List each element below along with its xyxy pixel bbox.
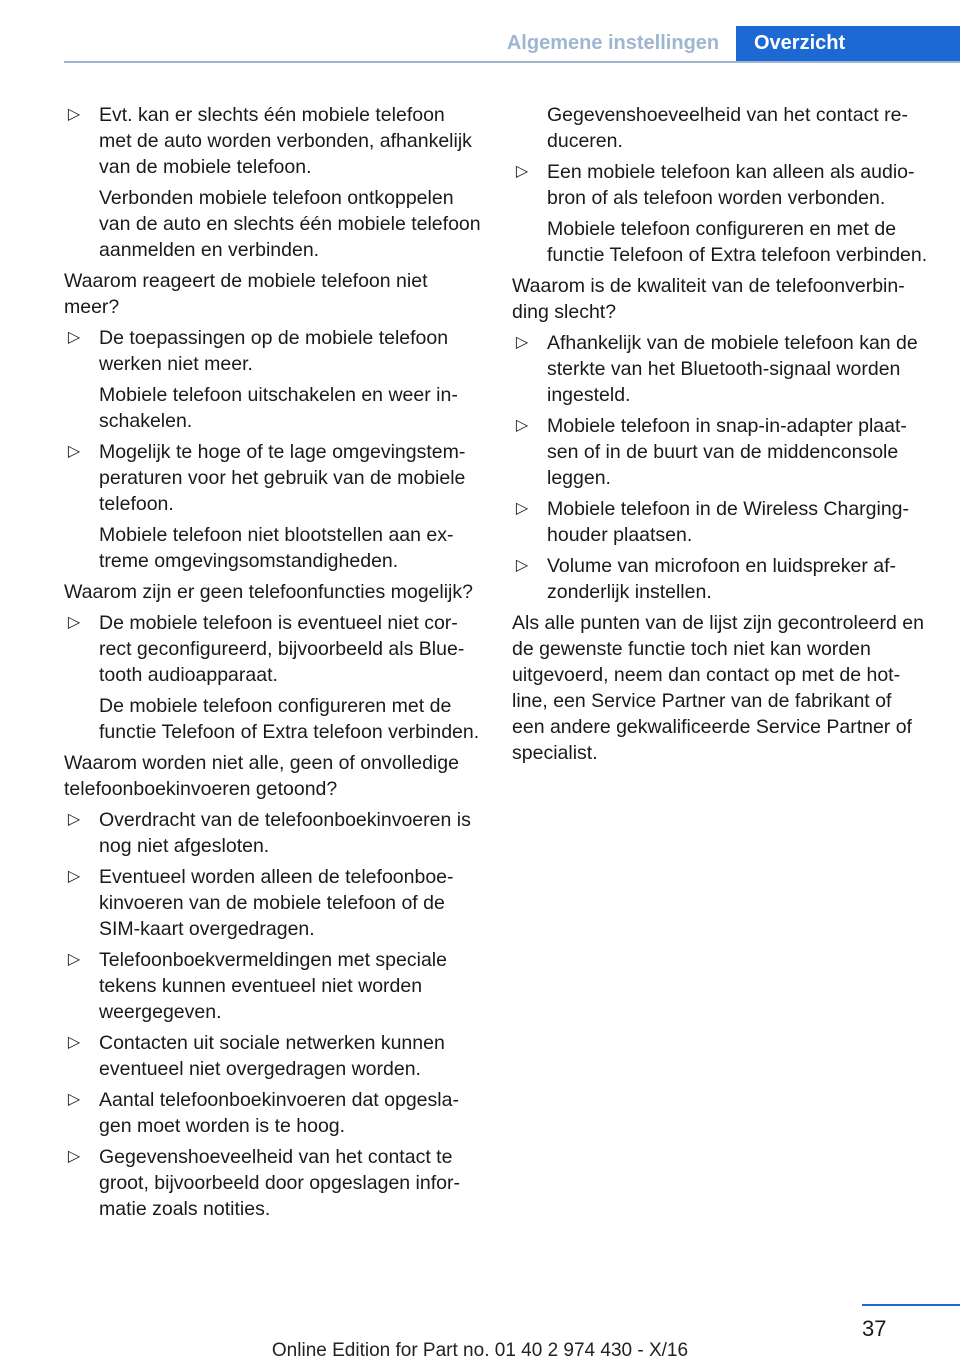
solution-text: De mobiele telefoon configureren met de functie Telefoon of Extra telefoon verbinden. <box>99 695 480 743</box>
bullet-item <box>512 553 928 605</box>
bullet-text: De toepassingen op de mobiele telefoon werken niet meer. <box>99 327 449 375</box>
bullet-item <box>64 102 482 180</box>
bullet-item <box>64 439 482 517</box>
bullet-text: Overdracht van de telefoonboekinvoeren is nog niet afgesloten. <box>99 809 471 857</box>
question-text: Waarom reageert de mobiele telefoon niet meer? <box>64 270 428 318</box>
edition-footer: Online Edition for Part no. 01 40 2 974 430 - X/16 <box>271 1340 689 1361</box>
bullet-item <box>64 1144 482 1222</box>
bullet-triangle-icon: ▷ <box>515 417 529 434</box>
question-text: Waarom worden niet alle, geen of onvolledige telefoonboekinvoeren getoond? <box>64 752 459 800</box>
question-text: Waarom zijn er geen telefoonfuncties mogelijk? <box>64 581 473 603</box>
bullet-item <box>64 1030 482 1082</box>
bullet-triangle-icon: ▷ <box>67 1034 81 1051</box>
solution-text: Mobiele telefoon uitschakelen en weer inschakelen. <box>99 384 458 432</box>
bullet-text: Volume van microfoon en luidspreker afzonderlijk instellen. <box>547 555 897 603</box>
bullet-triangle-icon: ▷ <box>67 1148 81 1165</box>
bullet-triangle-icon: ▷ <box>67 1091 81 1108</box>
header-chapter-label: Overzicht <box>754 32 846 54</box>
bullet-triangle-icon: ▷ <box>67 811 81 828</box>
bullet-item <box>64 610 482 688</box>
solution-text: Mobiele telefoon niet blootstellen aan extreme omgevingsomstandigheden. <box>99 524 454 572</box>
bullet-item <box>64 864 482 942</box>
bullet-text: Aantal telefoonboekinvoeren dat opgeslagen moet worden is te hoog. <box>99 1089 459 1137</box>
bullet-text: Evt. kan er slechts één mobiele telefoon met de auto worden verbonden, afhankelijk van de mobiele telefoon. <box>99 104 472 178</box>
bullet-triangle-icon: ▷ <box>515 163 529 180</box>
bullet-text: Afhankelijk van de mobiele telefoon kan de sterkte van het Bluetooth-signaal worden ingesteld. <box>547 332 918 406</box>
bullet-triangle-icon: ▷ <box>515 334 529 351</box>
bullet-item <box>64 807 482 859</box>
bullet-triangle-icon: ▷ <box>67 106 81 123</box>
bullet-item <box>512 159 928 211</box>
header-section-tab <box>490 26 736 61</box>
bullet-triangle-icon: ▷ <box>67 951 81 968</box>
bullet-text: Mobiele telefoon in de Wireless Charging-houder plaatsen. <box>547 498 910 546</box>
bullet-item <box>512 496 928 548</box>
bullet-text: Eventueel worden alleen de telefoonboekinvoeren van de mobiele telefoon of de SIM-kaart overgedragen. <box>99 866 454 940</box>
bullet-item <box>512 413 928 491</box>
header-chapter-tab <box>736 26 960 61</box>
right-column <box>512 102 928 771</box>
bullet-item <box>64 325 482 377</box>
footer-rule <box>862 1304 960 1306</box>
bullet-text: Mobiele telefoon in snap-in-adapter plaatsen of in de buurt van de middenconsole leggen. <box>547 415 907 489</box>
solution-text: Mobiele telefoon configureren en met de functie Telefoon of Extra telefoon verbinden. <box>547 218 928 266</box>
bullet-text: Contacten uit sociale netwerken kunnen eventueel niet overgedragen worden. <box>99 1032 445 1080</box>
bullet-text: Gegevenshoeveelheid van het contact te groot, bijvoorbeeld door opgeslagen informatie zoals notities. <box>99 1146 460 1220</box>
bullet-text: Telefoonboekvermeldingen met speciale tekens kunnen eventueel niet worden weergegeven. <box>99 949 447 1023</box>
page-number: 37 <box>862 1316 887 1341</box>
bullet-triangle-icon: ▷ <box>67 614 81 631</box>
header-rule <box>64 61 960 63</box>
bullet-text: De mobiele telefoon is eventueel niet correct geconfigureerd, bijvoorbeeld als Bluetooth audioapparaat. <box>99 612 465 686</box>
bullet-text: Mogelijk te hoge of te lage omgevingstemperaturen voor het gebruik van de mobiele telefoon. <box>99 441 466 515</box>
question-text: Als alle punten van de lijst zijn gecontroleerd en de gewenste functie toch niet kan worden uitgevoerd, neem dan contact op met de hotline, een Service Partner van de fabrikant of een andere gekwalificeerde Service Partner of specialist. <box>512 612 924 764</box>
bullet-text: Een mobiele telefoon kan alleen als audiobron of als telefoon worden verbonden. <box>547 161 915 209</box>
question-text: Waarom is de kwaliteit van de telefoonverbinding slecht? <box>512 275 905 323</box>
solution-text: Verbonden mobiele telefoon ontkoppelen van de auto en slechts één mobiele telefoon aanmelden en verbinden. <box>99 187 481 261</box>
bullet-item <box>512 330 928 408</box>
bullet-item <box>64 947 482 1025</box>
bullet-triangle-icon: ▷ <box>67 868 81 885</box>
left-column <box>64 102 482 1227</box>
header-section-label: Algemene instellingen <box>506 32 720 54</box>
bullet-triangle-icon: ▷ <box>515 557 529 574</box>
bullet-triangle-icon: ▷ <box>67 443 81 460</box>
solution-text: Gegevenshoeveelheid van het contact reduceren. <box>547 104 908 152</box>
bullet-triangle-icon: ▷ <box>515 500 529 517</box>
bullet-triangle-icon: ▷ <box>67 329 81 346</box>
bullet-item <box>64 1087 482 1139</box>
